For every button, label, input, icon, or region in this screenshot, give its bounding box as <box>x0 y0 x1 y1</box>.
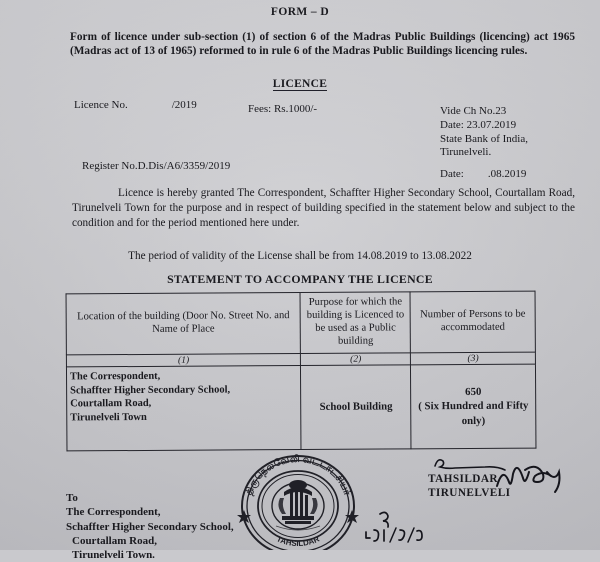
signatory-title: TAHSILDAR <box>428 473 498 485</box>
licence-number-line <box>74 99 197 111</box>
payment-reference-block <box>440 105 528 160</box>
signatory-block <box>428 473 510 501</box>
signatory-place: TIRUNELVELI <box>428 486 511 499</box>
addressee-block <box>66 491 234 562</box>
svg-text:திருநெல்வேலி வட்டாட்சியர்: திருநெல்வேலி வட்டாட்சியர் <box>243 453 353 497</box>
header-persons: Number of Persons to be accommodated <box>410 291 535 353</box>
cell-purpose: School Building <box>301 365 411 450</box>
preamble-paragraph: Form of licence under sub-section (1) of section 6 of the Madras Public Buildings (licencing) act 1965 (Madras act of 13 of 1965) reformed to in rule 6 of the Madras Public Buildings licencing rules. <box>70 31 575 58</box>
bank-name: State Bank of India, <box>440 132 528 145</box>
header-location: Location of the building (Door No. Street No. and Name of Place <box>66 293 301 355</box>
fees-amount: Fees: Rs.1000/- <box>248 103 318 115</box>
validity-period: The period of validity of the License shall be from 14.08.2019 to 13.08.2022 <box>128 250 472 262</box>
licence-heading <box>0 78 600 90</box>
bank-branch: Tirunelveli. <box>440 146 492 159</box>
licence-number-value: /2019 <box>171 99 197 111</box>
grant-paragraph-text: Licence is hereby granted The Correspondent, Schaffter Higher Secondary School, Courtallam Road, Tirunelveli Town for the purpose and in respect of building specified in the statement below and subject to the condition and for the period mentioned here under. <box>72 187 575 229</box>
register-date-label: Date: <box>440 168 464 180</box>
register-date-value: .08.2019 <box>487 168 527 180</box>
addressee-line-3: Courtallam Road, <box>72 534 157 547</box>
grant-paragraph <box>72 186 575 230</box>
table-row <box>66 364 536 451</box>
column-number-1: (1) <box>66 354 300 367</box>
addressee-line-1: The Correspondent, <box>66 506 161 519</box>
column-number-2: (2) <box>301 353 411 366</box>
official-seal-icon <box>218 452 378 550</box>
cell-persons: 650 ( Six Hundred and Fifty only) <box>411 364 536 449</box>
licence-number-label: Licence No. <box>74 99 128 111</box>
to-label: To <box>66 492 78 504</box>
form-title: FORM – D <box>270 6 330 18</box>
column-number-3: (3) <box>411 352 536 365</box>
table-header-row <box>66 291 535 355</box>
statement-table <box>66 291 537 452</box>
register-date-line <box>440 168 526 180</box>
addressee-line-4: Tirunelveli Town. <box>72 549 155 562</box>
header-purpose: Purpose for which the building is Licenced to be used as a Public building <box>300 292 410 354</box>
svg-text:TAHSILDAR: TAHSILDAR <box>275 534 321 549</box>
statement-title: STATEMENT TO ACCOMPANY THE LICENCE <box>167 272 433 286</box>
cheque-date: Date: 23.07.2019 <box>440 118 517 131</box>
addressee-line-2: Schaffter Higher Secondary School, <box>66 520 234 533</box>
licence-heading-text: LICENCE <box>272 78 328 90</box>
cheque-number: Vide Ch No.23 <box>440 105 507 117</box>
register-number: Register No.D.Dis/A6/3359/2019 <box>82 160 231 172</box>
cell-location: The Correspondent, Schaffter Higher Secondary School, Courtallam Road, Tirunelveli Town <box>66 366 301 451</box>
